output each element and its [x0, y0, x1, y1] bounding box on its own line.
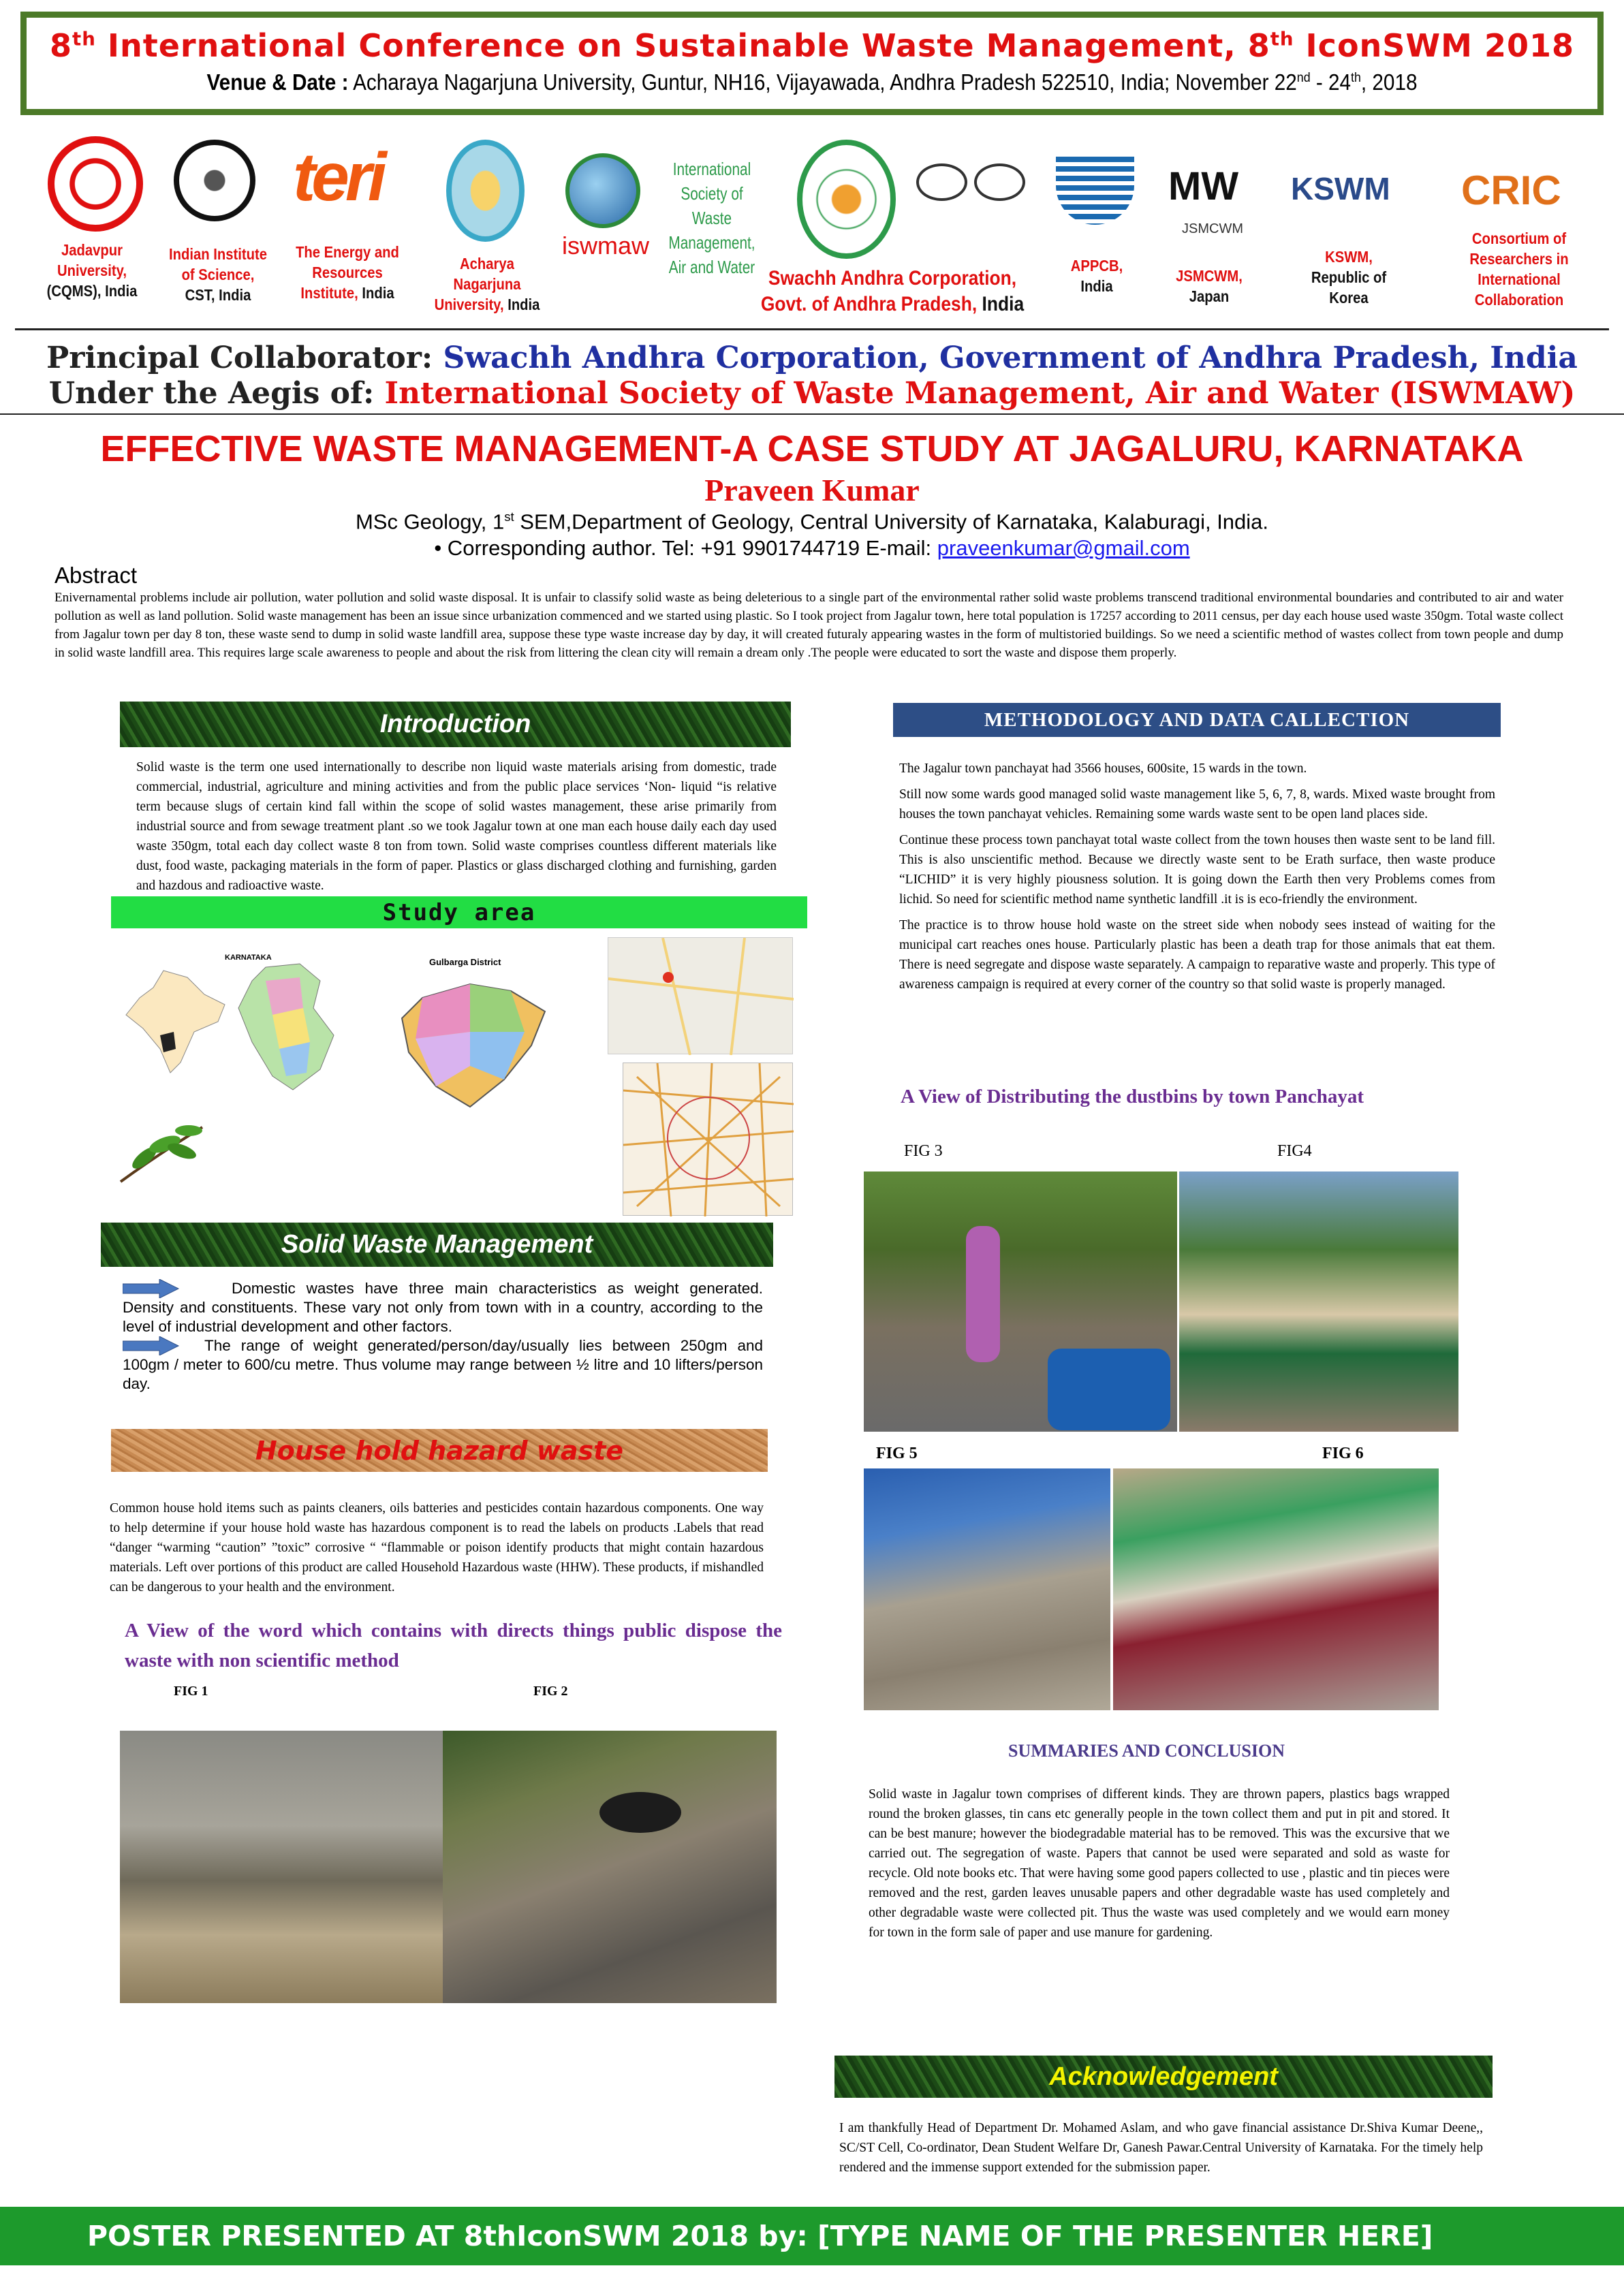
logo-iswmaw-globe	[565, 153, 640, 228]
swm-text	[123, 1279, 763, 1394]
hhw-text: Common house hold items such as paints cleaners, oils batteries and pesticides contain hazardous components. One way to help determine if your house hold waste has hazardous component is to read the labels on products .Labels that read “danger “warming “caution” ”toxic” corrosive “ “flammable or poison identify products that might contain hazardous materials. Left over portions of this product are called Household Hazardous waste (HHW). These products, if mishandled can be dangerous to your health and the environment.	[110, 1501, 764, 1594]
conclusion-heading: SUMMARIES AND CONCLUSION	[1008, 1741, 1285, 1761]
logo-swachh-bharat-glasses	[916, 163, 1032, 204]
view2-heading: A View of Distributing the dustbins by town Panchayat	[901, 1086, 1364, 1107]
view1-heading: A View of the word which contains with directs things public dispose the waste with non scientific method	[125, 1620, 782, 1671]
venue-date: Venue & Date : Acharaya Nagarjuna University, Guntur, NH16, Vijayawada, Andhra Pradesh 522510, India; November 22nd - 24th, 2018	[206, 69, 1418, 95]
logo-caption-kswm: KSWM, Republic of Korea	[1311, 248, 1387, 306]
india-map	[123, 967, 228, 1076]
logo-caption-acharya: Acharya Nagarjuna University, India	[434, 255, 540, 313]
logo-acharya-nagarjuna	[446, 140, 525, 242]
methodology-banner: METHODOLOGY AND DATA CALLECTION	[893, 703, 1501, 737]
household-hazard-waste-banner: House hold hazard waste	[111, 1429, 768, 1472]
map-pin-icon	[663, 972, 674, 983]
fig1-label: FIG 1	[174, 1684, 208, 1699]
logo-iisc	[174, 140, 255, 221]
fig4-label: FIG4	[1277, 1142, 1312, 1160]
logo-caption-swachh-andhra: Swachh Andhra Corporation, Govt. of Andhra Pradesh, India	[760, 267, 1025, 315]
logo-caption-cric: Consortium of Researchers in International Collaboration	[1469, 230, 1569, 309]
poster-title: EFFECTIVE WASTE MANAGEMENT-A CASE STUDY AT JAGALURU, KARNATAKA	[100, 428, 1524, 469]
arrow-right-icon	[123, 1279, 180, 1303]
logo-caption-appcb: APPCB, India	[1070, 257, 1123, 295]
gulbarga-district-map: Gulbarga District	[395, 957, 559, 1117]
logo-caption-jsmcwm: JSMCWM, Japan	[1176, 267, 1243, 305]
fig2-label: FIG 2	[533, 1684, 568, 1699]
leaf-icon	[117, 1120, 206, 1185]
fig4-photo-workers-with-bins	[1179, 1171, 1458, 1432]
corresponding-author: • Corresponding author. Tel: +91 9901744719 E-mail: praveenkumar@gmail.com	[434, 536, 1190, 560]
logo-caption-iisc: Indian Institute of Science, CST, India	[169, 245, 267, 304]
conference-title: 8th International Conference on Sustainable Waste Management, 8th IconSWM 2018	[50, 27, 1574, 64]
conclusion-text: Solid waste in Jagalur town comprises of different kinds. They are thrown papers, plastics bags wrapped round the broken glasses, tin cans etc generally people in the town collect them and put in pit and stored. It can be best manure; however the biodegradable material has to be removed. This was the excursive that we carried out. The segregation of waste. Papers that cannot be used were separated and sold as waste for recycle. Old note books etc. That were having some good papers collected to use , plastic and tin pieces were removed and the rest, garden leaves unusable papers and other degradable waste has used completely and other degradable waste were collected pit. Thus the waste was used completely and we would earn money for town in the form sale of paper and use manure for gardening.	[869, 1787, 1450, 1940]
abstract-text: Enivernamental problems include air pollution, water pollution and solid waste disposal. It is unfair to classify solid waste as being deleterious to a single part of the environmental rather solid waste problems transcend traditional environmental boundaries and contributed to air and water pollution as well as land pollution. Solid waste management has been an issue since urbanization commenced and we started using plastic. So I took project from Jagalur town, here total population is 17257 according to 2011 census, per day each house used waste 350gm. Total waste collect from Jagalur town per day 8 ton, these waste send to dump in solid waste landfill area, suppose these type waste increase day by day, it will created futuraly appearing wastes in the form of multistoried buildings. So we need a scientific method of wastes collect from town people and dump in solid waste landfill area. This requires large scale awareness to people and about the risk from littering the clean city will remain a dream only .The people were educated to sort the waste and dispose them properly.	[54, 591, 1563, 660]
logo-andhra-pradesh-emblem	[797, 140, 896, 259]
author-name: Praveen Kumar	[704, 473, 920, 507]
logo-caption-teri: The Energy and Resources Institute, India	[296, 243, 399, 302]
fig6-photo-students-sorting	[1113, 1468, 1439, 1710]
swm-paragraph-1: Domestic wastes have three main characteristics as weight generated. Density and constituents. These vary not only from town with in a country, according to the level of industrial development and other factors.	[123, 1280, 763, 1335]
logo-jsmcwm: MW	[1168, 164, 1239, 208]
logo-jadavpur	[48, 136, 143, 232]
introduction-text: Solid waste is the term one used internationally to describe non liquid waste materials arising from domestic, trade commercial, industrial, agriculture and mining activities and from the public place services ‘Non- liquid “is relative term because slugs of certain kind fall within the scope of solid wastes management, these arise primarily from industrial source and from sewage treatment plant .so we took Jagalur town at one man each house daily each day used waste 350gm, total each day collect waste 8 ton from town. Solid waste comprises countless different materials like dust, food waste, packaging materials in the form of paper. Plastics or glass discharged clothing and furnishing, garden and hazdous and radioactive waste.	[136, 760, 777, 893]
abstract-heading: Abstract	[54, 563, 138, 588]
logo-cric: CRIC	[1461, 168, 1561, 213]
footer-text: POSTER PRESENTED AT 8thIconSWM 2018 by: [TYPE NAME OF THE PRESENTER HERE]	[87, 2220, 1433, 2252]
study-area-banner: Study area	[111, 896, 807, 928]
logo-caption-jadavpur: Jadavpur University, (CQMS), India	[46, 241, 138, 300]
road-map	[623, 1063, 793, 1216]
logo-jsmcwm-text: JSMCWM	[1182, 221, 1243, 236]
arrow-right-icon	[123, 1336, 180, 1360]
swm-paragraph-2: The range of weight generated/person/day/usually lies between 250gm and 100gm / meter to 600/cu metre. Thus volume may range between ½ litre and 10 lifters/person day.	[123, 1337, 763, 1392]
principal-collaborator: Principal Collaborator: Swachh Andhra Corporation, Government of Andhra Pradesh, India	[46, 341, 1578, 375]
solid-waste-management-banner: Solid Waste Management	[101, 1223, 773, 1267]
methodology-paragraph: Still now some wards good managed solid waste management like 5, 6, 7, 8, wards. Mixed waste brought from houses the town panchayat vehicles. Remaining some wards waste sent to be open land places side.	[899, 787, 1495, 821]
methodology-paragraph: The Jagalur town panchayat had 3566 houses, 600site, 15 wards in the town.	[899, 761, 1307, 776]
fig2-photo-pig-in-waste	[443, 1731, 777, 2003]
methodology-paragraph: Continue these process town panchayat total waste collect from the town houses then waste sent to be land fill. This is also unscientific method. Because we directly waste sent to be Erath surface, then waste produce “LICHID” it is very highly piousness solution. It is going down the Earth then very Problems comes from lichid. So need for scientific method name synthetic landfill .it is is eco-friendly the environment.	[899, 833, 1495, 907]
introduction-banner: Introduction	[120, 702, 791, 747]
email-link[interactable]: praveenkumar@gmail.com	[937, 536, 1190, 560]
aegis: Under the Aegis of: International Society of Waste Management, Air and Water (ISWMAW)	[48, 376, 1576, 411]
logo-iswmaw-text: iswmaw	[562, 232, 650, 260]
methodology-text	[899, 759, 1495, 994]
fig5-label: FIG 5	[876, 1445, 918, 1462]
fig6-label: FIG 6	[1322, 1445, 1364, 1462]
fig3-photo-dustbin-distribution	[864, 1171, 1177, 1432]
karnataka-map: KARNATAKA	[225, 954, 368, 1097]
acknowledgement-banner: Acknowledgement	[834, 2056, 1493, 2098]
location-map	[608, 937, 793, 1054]
affiliation: MSc Geology, 1st SEM,Department of Geology, Central University of Karnataka, Kalaburagi, India.	[355, 509, 1269, 534]
fig3-label: FIG 3	[904, 1142, 943, 1160]
logo-appcb	[1056, 157, 1134, 225]
divider	[15, 328, 1609, 330]
divider	[0, 413, 1624, 415]
footer-presenter-bar	[0, 2207, 1624, 2265]
logo-teri: teri	[293, 139, 383, 215]
methodology-paragraph: The practice is to throw house hold waste on the street side when nobody sees instead of waiting for the municipal cart reaches ones house. Particularly plastic has been a death trap for those animals that eat them. There is need segregate and dispose waste separately. A campaign to reparative waste and properly. This type of awareness campaign is required at every corner of the country so that solid waste is properly managed.	[899, 918, 1495, 992]
fig5-photo-segregating-waste	[864, 1468, 1110, 1710]
fig1-photo-roadside-waste	[120, 1731, 443, 2003]
logo-kswm: KSWM	[1291, 171, 1390, 206]
conference-header	[20, 12, 1604, 115]
logo-iswmaw-society: International Society of Waste Management, Air and Water	[668, 159, 755, 277]
acknowledgement-text: I am thankfully Head of Department Dr. Mohamed Aslam, and who gave financial assistance Dr.Shiva Kumar Deene,, SC/ST Cell, Co-ordinator, Dean Student Welfare Dr, Ganesh Pawar.Central University of Karnataka. For the timely help rendered and the immense support extended for the submission paper.	[839, 2121, 1483, 2175]
